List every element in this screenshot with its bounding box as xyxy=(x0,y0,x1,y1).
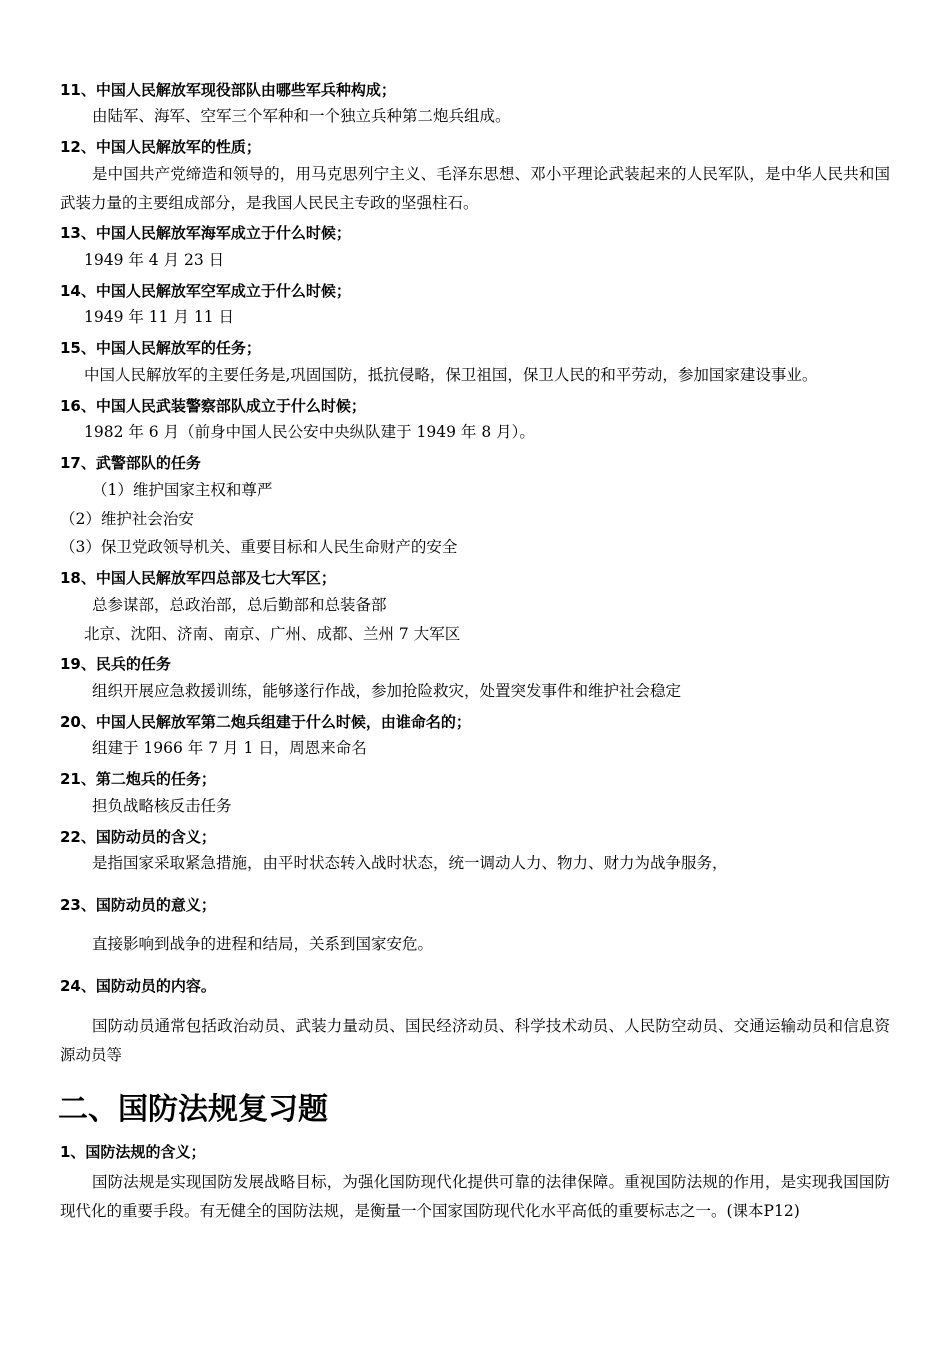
answer-18-line-2: 北京、沈阳、济南、南京、广州、成都、兰州 7 大军区 xyxy=(84,625,461,643)
answer-19: 组织开展应急救援训练，能够遂行作战，参加抢险救灾，处置突发事件和维护社会稳定 xyxy=(92,682,682,700)
question-19: 19、民兵的任务 xyxy=(60,655,171,673)
answer-11: 由陆军、海军、空军三个军种和一个独立兵种第二炮兵组成。 xyxy=(92,107,511,125)
answer-18-line-1: 总参谋部，总政治部，总后勤部和总装备部 xyxy=(92,596,387,614)
answer-15: 中国人民解放军的主要任务是,巩固国防，抵抗侵略，保卫祖国，保卫人民的和平劳动，参加国家建设事业。 xyxy=(84,366,818,384)
regulation-question-1: 1、国防法规的含义； xyxy=(60,1143,206,1161)
question-16: 16、中国人民武装警察部队成立于什么时候； xyxy=(60,397,366,415)
question-18: 18、中国人民解放军四总部及七大军区； xyxy=(60,569,336,587)
answer-17-line-1: （1）维护国家主权和尊严 xyxy=(92,481,273,499)
answer-13: 1949 年 4 月 23 日 xyxy=(84,251,225,269)
regulation-answer-1: 国防法规是实现国防发展战略目标，为强化国防现代化提供可靠的法律保障。重视国防法规的作用，是实现我国国防现代化的重要手段。有无健全的国防法规，是衡量一个国家国防现代化水平高低的重要标志之一。(课本P12) xyxy=(60,1173,890,1220)
question-12: 12、中国人民解放军的性质； xyxy=(60,138,261,156)
answer-23: 直接影响到战争的进程和结局，关系到国家安危。 xyxy=(92,935,434,953)
answer-16: 1982 年 6 月（前身中国人民公安中央纵队建于 1949 年 8 月）。 xyxy=(84,423,535,441)
question-13: 13、中国人民解放军海军成立于什么时候； xyxy=(60,224,351,242)
question-23: 23、国防动员的意义； xyxy=(60,896,216,914)
answer-24: 国防动员通常包括政治动员、武装力量动员、国民经济动员、科学技术动员、人民防空动员、交通运输动员和信息资源动员等 xyxy=(60,1017,890,1064)
section-heading: 二、国防法规复习题 xyxy=(58,1092,328,1127)
question-21: 21、第二炮兵的任务； xyxy=(60,770,216,788)
question-15: 15、中国人民解放军的任务； xyxy=(60,339,261,357)
answer-14: 1949 年 11 月 11 日 xyxy=(84,308,235,326)
answer-20: 组建于 1966 年 7 月 1 日，周恩来命名 xyxy=(92,739,367,757)
answer-21: 担负战略核反击任务 xyxy=(92,797,232,815)
answer-22: 是指国家采取紧急措施，由平时状态转入战时状态，统一调动人力、物力、财力为战争服务， xyxy=(92,854,728,872)
answer-17-line-2: （2）维护社会治安 xyxy=(60,510,194,528)
question-17: 17、武警部队的任务 xyxy=(60,454,201,472)
question-22: 22、国防动员的含义； xyxy=(60,828,216,846)
question-20: 20、中国人民解放军第二炮兵组建于什么时候，由谁命名的； xyxy=(60,713,471,731)
question-24: 24、国防动员的内容。 xyxy=(60,977,216,995)
question-14: 14、中国人民解放军空军成立于什么时候； xyxy=(60,282,351,300)
answer-12: 是中国共产党缔造和领导的，用马克思列宁主义、毛泽东思想、邓小平理论武装起来的人民军队，是中华人民共和国武装力量的主要组成部分，是我国人民民主专政的坚强柱石。 xyxy=(60,165,890,212)
answer-17-line-3: （3）保卫党政领导机关、重要目标和人民生命财产的安全 xyxy=(60,538,458,556)
question-11: 11、中国人民解放军现役部队由哪些军兵种构成； xyxy=(60,81,396,99)
